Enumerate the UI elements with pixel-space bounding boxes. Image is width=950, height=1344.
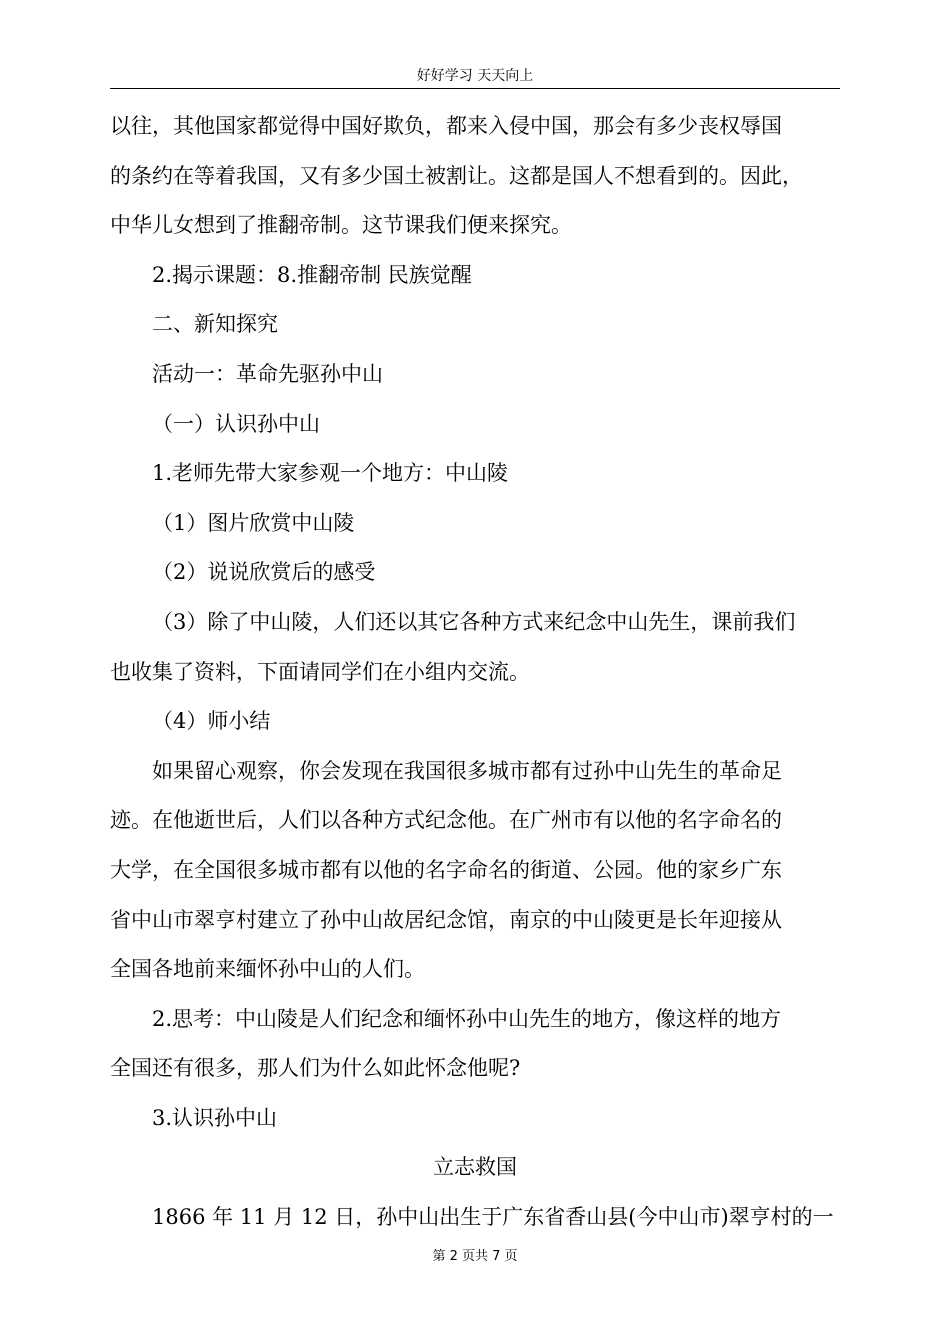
page-header: 好好学习 天天向上 [416, 68, 534, 84]
text-line: 1866 年 11 月 12 日，孙中山出生于广东省香山县(今中山市)翠亨村的一 [152, 1205, 834, 1230]
text-line: 大学，在全国很多城市都有以他的名字命名的街道、公园。他的家乡广东 [110, 857, 782, 882]
text-line: 全国各地前来缅怀孙中山的人们。 [110, 957, 425, 982]
lesson-topic: 2.揭示课题：8.推翻帝制 民族觉醒 [152, 262, 472, 287]
activity-heading: 活动一：革命先驱孙中山 [152, 361, 383, 386]
text-line: 2.思考：中山陵是人们纪念和缅怀孙中山先生的地方，像这样的地方 [152, 1006, 782, 1031]
list-item: （1）图片欣赏中山陵 [152, 510, 355, 535]
list-item: （4）师小结 [152, 709, 271, 734]
page-footer: 第 2 页共 7 页 [432, 1249, 518, 1264]
text-line: 1.老师先带大家参观一个地方：中山陵 [152, 461, 509, 486]
subsection-heading: （一）认识孙中山 [152, 411, 320, 436]
header-divider [110, 88, 840, 89]
section-heading: 二、新知探究 [152, 312, 278, 337]
text-line: 全国还有很多，那人们为什么如此怀念他呢? [110, 1056, 521, 1081]
text-line: 迹。在他逝世后，人们以各种方式纪念他。在广州市有以他的名字命名的 [110, 808, 782, 833]
document-body [110, 102, 840, 1243]
list-item: （3）除了中山陵，人们还以其它各种方式来纪念中山先生，课前我们 [152, 609, 796, 634]
text-line: 的条约在等着我国，又有多少国土被割让。这都是国人不想看到的。因此， [110, 163, 803, 188]
text-line: 3.认识孙中山 [152, 1105, 278, 1130]
text-line: 省中山市翠亨村建立了孙中山故居纪念馆，南京的中山陵更是长年迎接从 [110, 907, 782, 932]
text-line: 中华儿女想到了推翻帝制。这节课我们便来探究。 [110, 213, 572, 238]
text-line: 如果留心观察，你会发现在我国很多城市都有过孙中山先生的革命足 [152, 758, 782, 783]
centered-title: 立志救国 [433, 1155, 517, 1180]
list-item: （2）说说欣赏后的感受 [152, 560, 376, 585]
text-line: 也收集了资料，下面请同学们在小组内交流。 [110, 659, 530, 684]
text-line: 以往，其他国家都觉得中国好欺负，都来入侵中国，那会有多少丧权辱国 [110, 114, 782, 138]
